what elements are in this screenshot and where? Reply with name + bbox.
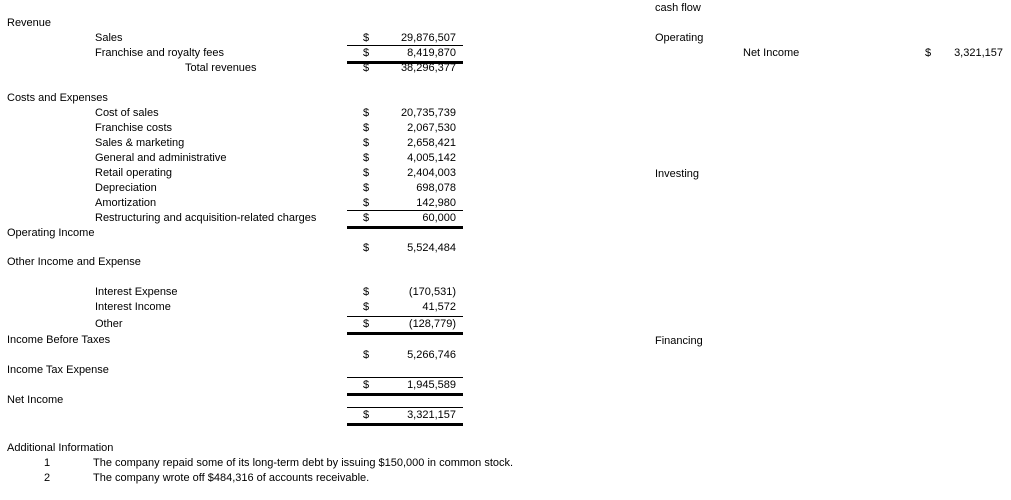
income-tax-expense-value-cell [347,377,463,396]
currency-symbol: $ [363,182,370,194]
franchise-costs-value: 2,067,530 [407,122,456,134]
interest-expense-value: (170,531) [408,286,456,298]
net-income-value-cell [347,407,463,426]
currency-symbol: $ [363,318,370,330]
cash-flow-title: cash flow [655,2,701,14]
retail-operating-value-cell [347,166,463,181]
currency-symbol: $ [363,409,370,421]
other-value-cell [347,316,463,335]
sales-label: Sales [95,32,123,44]
general-administrative-value: 4,005,142 [407,152,456,164]
income-before-taxes-header: Income Before Taxes [7,334,111,346]
restructuring-charges-label: Restructuring and acquisition-related charges [95,212,317,224]
sales-marketing-label: Sales & marketing [95,137,185,149]
cash-flow-net-income-value: 3,321,157 [954,47,1003,59]
cash-flow-net-income-value-cell [909,46,1006,61]
currency-symbol: $ [363,47,370,59]
restructuring-charges-value: 60,000 [422,212,456,224]
total-revenues-value: 38,296,377 [400,62,456,74]
total-revenues-label: Total revenues [185,62,257,74]
depreciation-value-cell [347,181,463,196]
sales-value: 29,876,507 [400,32,456,44]
revenue-section-header: Revenue [7,17,52,29]
other-value: (128,779) [408,318,456,330]
cost-of-sales-label: Cost of sales [95,107,159,119]
currency-symbol: $ [363,62,370,74]
interest-expense-label: Interest Expense [95,286,178,298]
income-before-taxes-value-cell [347,348,463,363]
currency-symbol: $ [363,167,370,179]
general-administrative-label: General and administrative [95,152,227,164]
cost-of-sales-value: 20,735,739 [400,107,456,119]
additional-information-header: Additional Information [7,442,114,454]
cost-of-sales-value-cell [347,106,463,121]
depreciation-value: 698,078 [416,182,456,194]
net-income-value: 3,321,157 [407,409,456,421]
currency-symbol: $ [363,379,370,391]
general-administrative-value-cell [347,151,463,166]
cash-flow-net-income-label: Net Income [743,47,800,59]
interest-expense-value-cell [347,285,463,300]
depreciation-label: Depreciation [95,182,157,194]
note-1-text: The company repaid some of its long-term debt by issuing $150,000 in common stock. [93,457,514,469]
currency-symbol: $ [363,212,370,224]
franchise-royalty-fees-label: Franchise and royalty fees [95,47,225,59]
currency-symbol: $ [363,349,370,361]
note-2-number: 2 [44,472,51,484]
income-tax-expense-value: 1,945,589 [407,379,456,391]
operating-income-header: Operating Income [7,227,95,239]
interest-income-label: Interest Income [95,301,171,313]
currency-symbol: $ [363,137,370,149]
restructuring-charges-value-cell [347,210,463,229]
sales-marketing-value-cell [347,136,463,151]
retail-operating-label: Retail operating [95,167,173,179]
currency-symbol: $ [363,122,370,134]
note-2-text: The company wrote off $484,316 of accounts receivable. [93,472,370,484]
currency-symbol: $ [363,32,370,44]
currency-symbol: $ [363,152,370,164]
sales-marketing-value: 2,658,421 [407,137,456,149]
operating-income-value: 5,524,484 [407,242,456,254]
franchise-costs-label: Franchise costs [95,122,173,134]
currency-symbol: $ [925,47,932,59]
franchise-costs-value-cell [347,121,463,136]
currency-symbol: $ [363,301,370,313]
amortization-value-cell [347,196,463,211]
costs-expenses-section-header: Costs and Expenses [7,92,108,104]
amortization-label: Amortization [95,197,157,209]
note-1-number: 1 [44,457,51,469]
retail-operating-value: 2,404,003 [407,167,456,179]
cash-flow-investing-header: Investing [655,168,700,180]
franchise-royalty-fees-value: 8,419,870 [407,47,456,59]
currency-symbol: $ [363,107,370,119]
sales-value-cell [347,31,463,46]
interest-income-value-cell [347,300,463,315]
net-income-header: Net Income [7,394,64,406]
currency-symbol: $ [363,242,370,254]
amortization-value: 142,980 [416,197,456,209]
interest-income-value: 41,572 [422,301,456,313]
operating-income-value-cell [347,241,463,256]
currency-symbol: $ [363,197,370,209]
currency-symbol: $ [363,286,370,298]
cash-flow-financing-header: Financing [655,335,703,347]
total-revenues-value-cell [347,61,463,76]
other-income-expense-section-header: Other Income and Expense [7,256,141,268]
other-label: Other [95,318,123,330]
cash-flow-operating-header: Operating [655,32,704,44]
income-before-taxes-value: 5,266,746 [407,349,456,361]
income-tax-expense-header: Income Tax Expense [7,364,109,376]
